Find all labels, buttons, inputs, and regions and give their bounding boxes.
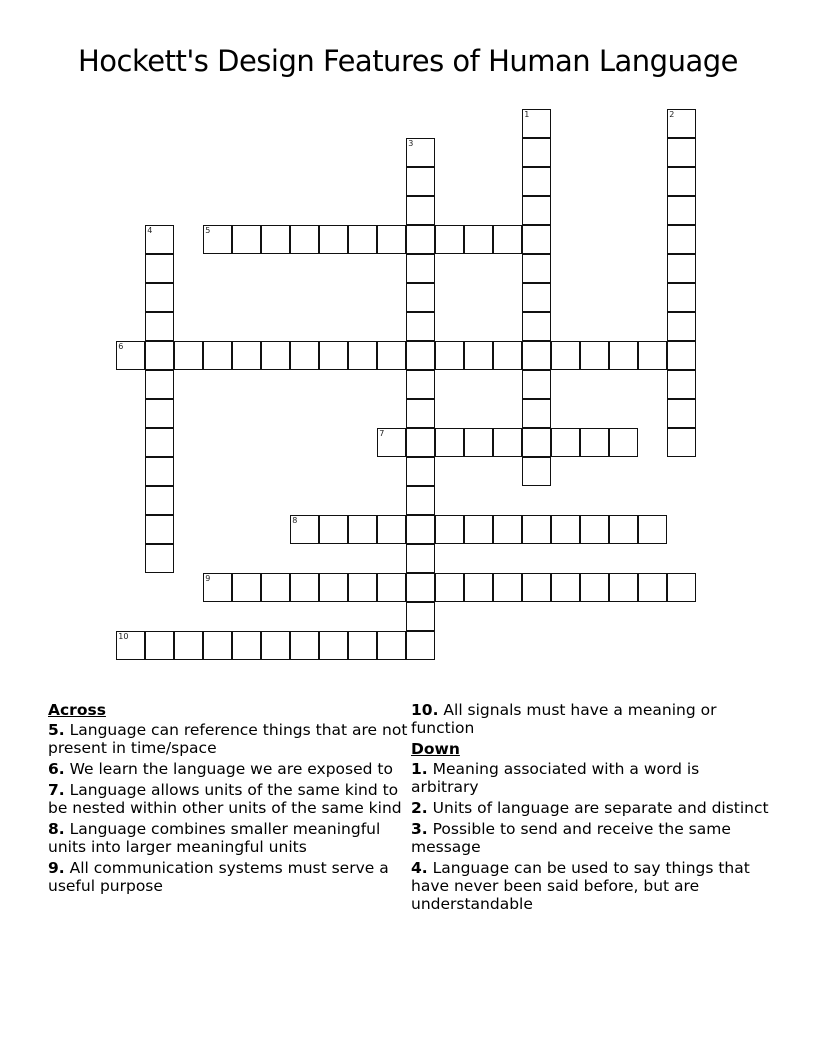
grid-cell[interactable] <box>203 631 232 660</box>
grid-cell[interactable] <box>232 631 261 660</box>
grid-cell[interactable] <box>406 602 435 631</box>
grid-cell[interactable] <box>667 167 696 196</box>
grid-cell[interactable] <box>348 341 377 370</box>
grid-cell[interactable] <box>580 428 609 457</box>
grid-cell[interactable] <box>145 341 174 370</box>
grid-cell[interactable] <box>145 457 174 486</box>
clue-number-label: 5 <box>205 226 211 236</box>
grid-cell[interactable] <box>580 515 609 544</box>
grid-cell[interactable] <box>435 515 464 544</box>
clue-number: 8. <box>48 820 65 838</box>
grid-cell[interactable] <box>406 167 435 196</box>
grid-cell[interactable] <box>406 225 435 254</box>
grid-cell[interactable] <box>145 254 174 283</box>
grid-cell[interactable] <box>406 138 435 167</box>
clue-number: 6. <box>48 760 65 778</box>
grid-cell[interactable] <box>609 515 638 544</box>
clue-across-7 <box>48 781 408 817</box>
grid-cell[interactable] <box>145 544 174 573</box>
grid-cell[interactable] <box>638 573 667 602</box>
grid-cell[interactable] <box>232 225 261 254</box>
grid-cell[interactable] <box>145 370 174 399</box>
grid-cell[interactable] <box>667 312 696 341</box>
clue-text: All signals must have a meaning or function <box>411 701 717 737</box>
grid-cell[interactable] <box>116 631 145 660</box>
grid-cell[interactable] <box>406 457 435 486</box>
clue-across-10 <box>411 701 771 737</box>
grid-cell[interactable] <box>319 341 348 370</box>
grid-cell[interactable] <box>580 573 609 602</box>
grid-cell[interactable] <box>348 573 377 602</box>
grid-cell[interactable] <box>145 515 174 544</box>
grid-cell[interactable] <box>261 573 290 602</box>
grid-cell[interactable] <box>464 225 493 254</box>
across-heading: Across <box>48 701 106 719</box>
clue-text: All communication systems must serve a useful purpose <box>48 859 389 895</box>
grid-cell[interactable] <box>464 515 493 544</box>
grid-cell[interactable] <box>406 283 435 312</box>
grid-cell[interactable] <box>667 138 696 167</box>
grid-cell[interactable] <box>377 573 406 602</box>
grid-cell[interactable] <box>145 399 174 428</box>
grid-cell[interactable] <box>667 196 696 225</box>
grid-cell[interactable] <box>522 109 551 138</box>
grid-cell[interactable] <box>319 515 348 544</box>
grid-cell[interactable] <box>232 573 261 602</box>
grid-cell[interactable] <box>406 254 435 283</box>
grid-cell[interactable] <box>638 515 667 544</box>
grid-cell[interactable] <box>493 225 522 254</box>
grid-cell[interactable] <box>406 486 435 515</box>
grid-cell[interactable] <box>522 138 551 167</box>
grid-cell[interactable] <box>522 341 551 370</box>
grid-cell[interactable] <box>406 515 435 544</box>
grid-cell[interactable] <box>290 631 319 660</box>
grid-cell[interactable] <box>406 573 435 602</box>
clue-number: 7. <box>48 781 65 799</box>
grid-cell[interactable] <box>319 573 348 602</box>
grid-cell[interactable] <box>435 225 464 254</box>
clues-left-column <box>48 701 408 898</box>
down-heading: Down <box>411 740 460 758</box>
grid-cell[interactable] <box>522 428 551 457</box>
grid-cell[interactable] <box>464 341 493 370</box>
clue-down-1 <box>411 760 771 796</box>
grid-cell[interactable] <box>522 283 551 312</box>
grid-cell[interactable] <box>145 225 174 254</box>
grid-cell[interactable] <box>348 225 377 254</box>
grid-cell[interactable] <box>493 341 522 370</box>
grid-cell[interactable] <box>232 341 261 370</box>
clue-number-label: 4 <box>147 226 153 236</box>
grid-cell[interactable] <box>609 341 638 370</box>
clue-number-label: 1 <box>524 110 530 120</box>
clue-text: Meaning associated with a word is arbitrary <box>411 760 700 796</box>
grid-cell[interactable] <box>406 544 435 573</box>
grid-cell[interactable] <box>290 341 319 370</box>
grid-cell[interactable] <box>667 370 696 399</box>
grid-cell[interactable] <box>406 428 435 457</box>
grid-cell[interactable] <box>551 428 580 457</box>
puzzle-title: Hockett's Design Features of Human Language <box>78 44 738 78</box>
grid-cell[interactable] <box>522 254 551 283</box>
clue-number: 4. <box>411 859 428 877</box>
grid-cell[interactable] <box>145 486 174 515</box>
grid-cell[interactable] <box>493 515 522 544</box>
grid-cell[interactable] <box>522 573 551 602</box>
grid-cell[interactable] <box>348 515 377 544</box>
grid-cell[interactable] <box>406 341 435 370</box>
grid-cell[interactable] <box>667 225 696 254</box>
grid-cell[interactable] <box>493 573 522 602</box>
grid-cell[interactable] <box>667 341 696 370</box>
grid-cell[interactable] <box>667 254 696 283</box>
clue-text: We learn the language we are exposed to <box>69 760 393 778</box>
grid-cell[interactable] <box>551 341 580 370</box>
grid-cell[interactable] <box>667 109 696 138</box>
grid-cell[interactable] <box>348 631 377 660</box>
clue-number: 2. <box>411 799 428 817</box>
grid-cell[interactable] <box>609 573 638 602</box>
grid-cell[interactable] <box>319 631 348 660</box>
grid-cell[interactable] <box>522 399 551 428</box>
grid-cell[interactable] <box>667 573 696 602</box>
grid-cell[interactable] <box>377 428 406 457</box>
grid-cell[interactable] <box>261 225 290 254</box>
grid-cell[interactable] <box>522 312 551 341</box>
grid-cell[interactable] <box>522 370 551 399</box>
clue-number: 9. <box>48 859 65 877</box>
grid-cell[interactable] <box>145 631 174 660</box>
grid-cell[interactable] <box>406 370 435 399</box>
grid-cell[interactable] <box>464 573 493 602</box>
grid-cell[interactable] <box>522 457 551 486</box>
clue-number-label: 7 <box>379 429 385 439</box>
grid-cell[interactable] <box>638 341 667 370</box>
clue-number-label: 10 <box>118 632 129 642</box>
grid-cell[interactable] <box>406 631 435 660</box>
grid-cell[interactable] <box>203 341 232 370</box>
clue-text: Language can be used to say things that have never been said before, but are understandable <box>411 859 750 913</box>
grid-cell[interactable] <box>116 341 145 370</box>
grid-cell[interactable] <box>377 341 406 370</box>
grid-cell[interactable] <box>609 428 638 457</box>
clue-text: Language combines smaller meaningful units into larger meaningful units <box>48 820 381 856</box>
grid-cell[interactable] <box>290 515 319 544</box>
clue-number-label: 9 <box>205 574 211 584</box>
grid-cell[interactable] <box>522 196 551 225</box>
clue-number-label: 3 <box>408 139 414 149</box>
grid-cell[interactable] <box>580 341 609 370</box>
grid-cell[interactable] <box>464 428 493 457</box>
clue-number: 10. <box>411 701 439 719</box>
grid-cell[interactable] <box>319 225 348 254</box>
grid-cell[interactable] <box>145 283 174 312</box>
grid-cell[interactable] <box>522 515 551 544</box>
clue-text: Units of language are separate and distinct <box>432 799 769 817</box>
grid-cell[interactable] <box>261 341 290 370</box>
grid-cell[interactable] <box>551 515 580 544</box>
grid-cell[interactable] <box>406 312 435 341</box>
grid-cell[interactable] <box>203 225 232 254</box>
grid-cell[interactable] <box>174 341 203 370</box>
clue-text: Language can reference things that are not present in time/space <box>48 721 408 757</box>
clue-across-5 <box>48 721 408 757</box>
clue-across-8 <box>48 820 408 856</box>
grid-cell[interactable] <box>145 428 174 457</box>
grid-cell[interactable] <box>174 631 203 660</box>
grid-cell[interactable] <box>406 399 435 428</box>
clues-right-column <box>411 701 771 916</box>
clue-across-9 <box>48 859 408 895</box>
clue-down-4 <box>411 859 771 913</box>
clue-text: Possible to send and receive the same message <box>411 820 731 856</box>
clue-number: 3. <box>411 820 428 838</box>
clue-number-label: 6 <box>118 342 124 352</box>
grid-cell[interactable] <box>667 399 696 428</box>
grid-cell[interactable] <box>290 225 319 254</box>
clue-number-label: 8 <box>292 516 298 526</box>
grid-cell[interactable] <box>435 341 464 370</box>
grid-cell[interactable] <box>145 312 174 341</box>
grid-cell[interactable] <box>551 573 580 602</box>
clue-across-6 <box>48 760 408 778</box>
grid-cell[interactable] <box>522 167 551 196</box>
clue-number: 1. <box>411 760 428 778</box>
grid-cell[interactable] <box>377 631 406 660</box>
grid-cell[interactable] <box>203 573 232 602</box>
grid-cell[interactable] <box>667 428 696 457</box>
grid-cell[interactable] <box>377 225 406 254</box>
grid-cell[interactable] <box>493 428 522 457</box>
grid-cell[interactable] <box>522 225 551 254</box>
clue-down-2 <box>411 799 771 817</box>
clue-down-3 <box>411 820 771 856</box>
grid-cell[interactable] <box>261 631 290 660</box>
grid-cell[interactable] <box>435 573 464 602</box>
clue-number-label: 2 <box>669 110 675 120</box>
grid-cell[interactable] <box>290 573 319 602</box>
clue-text: Language allows units of the same kind to be nested within other units of the same kind <box>48 781 402 817</box>
clue-number: 5. <box>48 721 65 739</box>
grid-cell[interactable] <box>406 196 435 225</box>
grid-cell[interactable] <box>435 428 464 457</box>
grid-cell[interactable] <box>667 283 696 312</box>
grid-cell[interactable] <box>377 515 406 544</box>
